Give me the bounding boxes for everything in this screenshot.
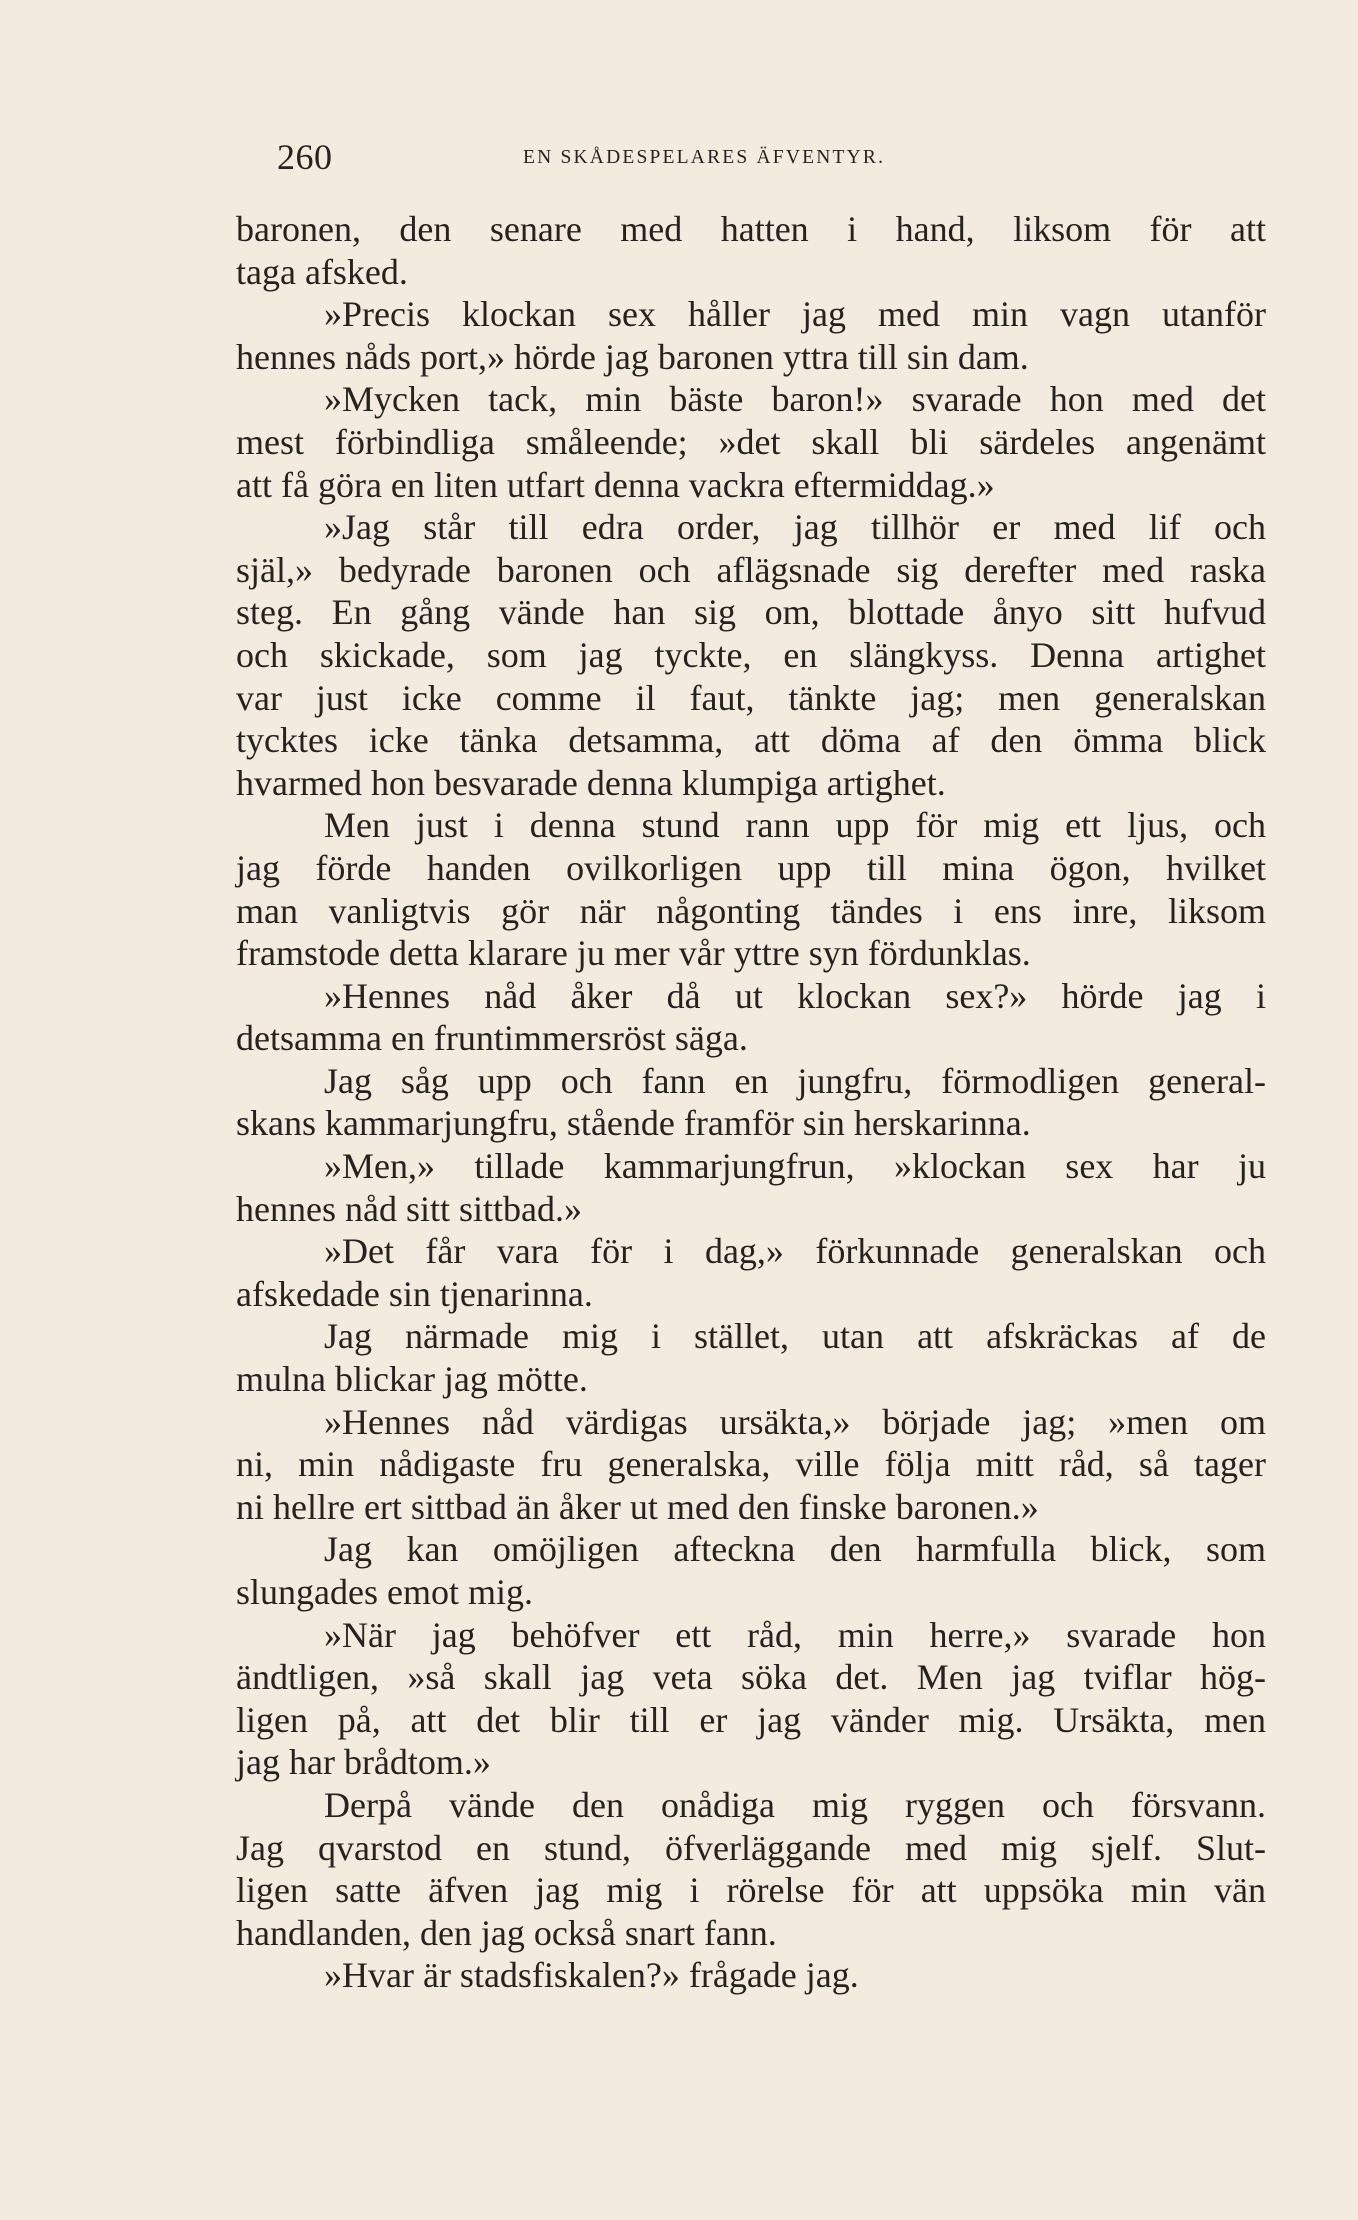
text-line: »Men,» tillade kammarjungfrun, »klockan sex har ju [324, 1146, 1266, 1187]
text-line: hvarmed hon besvarade denna klumpiga artighet. [236, 762, 946, 803]
text-line: »Hvar är stadsfiskalen?» frågade jag. [324, 1955, 859, 1996]
text-line: jag förde handen ovilkorligen upp till mina ögon, hvilket [236, 847, 1266, 888]
running-head: EN SKÅDESPELARES ÄFVENTYR. [523, 147, 886, 168]
text-line: detsamma en fruntimmersröst säga. [236, 1018, 748, 1059]
text-line: och skickade, som jag tyckte, en slängkyss. Denna artighet [236, 634, 1266, 675]
text-line: afskedade sin tjenarinna. [236, 1273, 593, 1314]
body-text [236, 208, 1266, 1997]
text-line: ni hellre ert sittbad än åker ut med den finske baronen.» [236, 1486, 1039, 1527]
text-line: Jag närmade mig i stället, utan att afskräckas af de [324, 1316, 1266, 1357]
text-line: framstode detta klarare ju mer vår yttre syn fördunklas. [236, 933, 1031, 974]
text-line: »Hennes nåd värdigas ursäkta,» började jag; »men om [324, 1401, 1266, 1442]
text-line: »Mycken tack, min bäste baron!» svarade hon med det [324, 379, 1266, 420]
text-line: taga afsked. [236, 251, 408, 292]
text-line: hennes nåds port,» hörde jag baronen yttra till sin dam. [236, 336, 1029, 377]
text-line: man vanligtvis gör när någonting tändes i ens inre, liksom [236, 890, 1266, 931]
text-line: handlanden, den jag också snart fann. [236, 1912, 777, 1953]
text-line: att få göra en liten utfart denna vackra eftermiddag.» [236, 464, 995, 505]
text-line: »Det får vara för i dag,» förkunnade generalskan och [324, 1231, 1266, 1272]
text-line: skans kammarjungfru, stående framför sin herskarinna. [236, 1103, 1031, 1144]
text-line: var just icke comme il faut, tänkte jag; men generalskan [236, 677, 1266, 718]
page-header [277, 134, 1127, 180]
text-line: ligen satte äfven jag mig i rörelse för att uppsöka min vän [236, 1870, 1266, 1911]
text-line: »När jag behöfver ett råd, min herre,» svarade hon [324, 1614, 1266, 1655]
text-line: mulna blickar jag mötte. [236, 1359, 588, 1400]
text-line: Jag qvarstod en stund, öfverläggande med mig sjelf. Slut- [236, 1827, 1266, 1868]
text-line: baronen, den senare med hatten i hand, liksom för att [236, 209, 1266, 249]
text-line: själ,» bedyrade baronen och aflägsnade sig derefter med raska [236, 549, 1266, 590]
text-line: slungades emot mig. [236, 1572, 533, 1612]
text-line: hennes nåd sitt sittbad.» [236, 1188, 582, 1229]
page-number: 260 [277, 137, 333, 177]
text-line: mest förbindliga småleende; »det skall bli särdeles angenämt [236, 421, 1266, 462]
text-line: Jag kan omöjligen afteckna den harmfulla blick, som [324, 1529, 1266, 1570]
text-line: jag har brådtom.» [236, 1742, 491, 1783]
text-line: »Hennes nåd åker då ut klockan sex?» hörde jag i [324, 975, 1266, 1016]
text-line: Derpå vände den onådiga mig ryggen och försvann. [324, 1784, 1266, 1825]
text-line: »Precis klockan sex håller jag med min vagn utanför [324, 294, 1266, 335]
text-line: ni, min nådigaste fru generalska, ville följa mitt råd, så tager [236, 1444, 1266, 1485]
text-line: »Jag står till edra order, jag tillhör er med lif och [324, 507, 1266, 548]
text-line: tycktes icke tänka detsamma, att döma af den ömma blick [236, 720, 1266, 761]
text-line: Jag såg upp och fann en jungfru, förmodligen general- [324, 1060, 1266, 1101]
text-line: steg. En gång vände han sig om, blottade ånyo sitt hufvud [236, 592, 1266, 633]
text-line: ändtligen, »så skall jag veta söka det. Men jag tviflar hög- [236, 1657, 1266, 1698]
text-line: Men just i denna stund rann upp för mig ett ljus, och [324, 805, 1266, 846]
text-line: ligen på, att det blir till er jag vänder mig. Ursäkta, men [236, 1699, 1266, 1740]
